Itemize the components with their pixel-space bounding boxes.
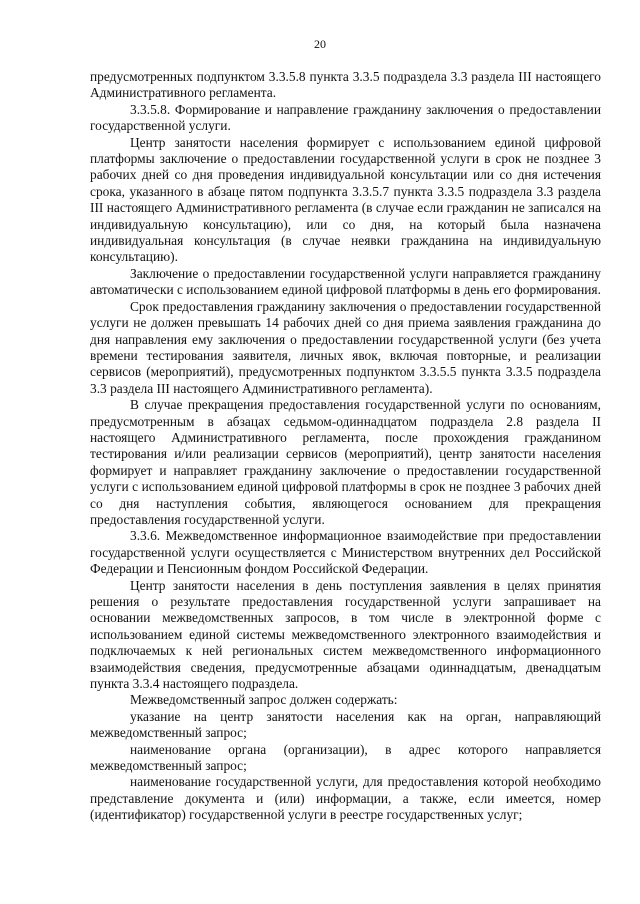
list-item-organization-name: наименование органа (организации), в адрес которого направляется межведомственный запрос; [90, 741, 601, 774]
paragraph-3-3-5-8: 3.3.5.8. Формирование и направление гражданину заключения о предоставлении государственной услуги. [90, 101, 601, 134]
paragraph-request-contents: Межведомственный запрос должен содержать: [130, 692, 398, 708]
paragraph-conclusion-sending: Заключение о предоставлении государственной услуги направляется гражданину автоматически с использованием единой цифровой платформы в день его формирования. [90, 265, 601, 298]
paragraph-conclusion-formation: Центр занятости населения формирует с использованием единой цифровой платформы заключение о предоставлении государственной услуги в срок не позднее 3 рабочих дней со дня проведения индивидуальной консультации или со дня истечения срока, указанного в абзаце пятом подпункта 3.3.5.7 пункта 3.3.5 подраздела 3.3 раздела III настоящего Административного регламента (в случае если гражданин не записался на индивидуальную консультацию), или со дня, на который была назначена индивидуальная консультация (в случае неявки гражданина на индивидуальную консультацию). [90, 134, 601, 265]
paragraph-deadline: Срок предоставления гражданину заключения о предоставлении государственной услуги не должен превышать 14 рабочих дней со дня приема заявления гражданина до дня направления ему заключения о предоставлении государственной услуги (без учета времени тестирования заявителя, личных явок, включая повторные, и реализации сервисов (мероприятий), предусмотренных подпунктом 3.3.5.5 пункта 3.3.5 подраздела 3.3 раздела III настоящего Административного регламента). [90, 298, 601, 396]
paragraph-termination: В случае прекращения предоставления государственной услуги по основаниям, предусмотренным в абзацах седьмом-одиннадцатом подраздела 2.8 раздела II настоящего Административного регламента, после прохождения гражданином тестирования и/или реализации сервисов (мероприятий), центр занятости населения формирует и направляет гражданину заключение о предоставлении государственной услуги с использованием единой цифровой платформы в срок не позднее 3 рабочих дней со дня наступления события, являющегося основанием для прекращения предоставления государственной услуги. [90, 397, 601, 527]
list-item-service-name: наименование государственной услуги, для предоставления которой необходимо представление документа и (или) информации, а также, если имеется, номер (идентификатор) государственной услуги в реестре государственных услуг; [90, 774, 601, 823]
paragraph-3-3-6: 3.3.6. Межведомственное информационное взаимодействие при предоставлении государственной услуги осуществляется с Министерством внутренних дел Российской Федерации и Пенсионным фондом Российской Федерации. [90, 528, 601, 577]
page-number: 20 [314, 37, 326, 51]
paragraph-interagency-requests: Центр занятости населения в день поступления заявления в целях принятия решения о результате предоставления государственной услуги запрашивает на основании межведомственных запросов, в том числе в электронной форме с использованием единой системы межведомственного электронного взаимодействия и подключаемых к ней региональных систем межведомственного информационного взаимодействия сведения, предусмотренные абзацами одиннадцатым, двенадцатым пункта 3.3.4 настоящего подраздела. [90, 577, 601, 692]
paragraph-continuation: предусмотренных подпунктом 3.3.5.8 пункта 3.3.5 подраздела 3.3 раздела III настоящего Административного регламента. [90, 69, 601, 101]
list-item-employment-center: указание на центр занятости населения как на орган, направляющий межведомственный запрос; [90, 708, 601, 741]
document-body [90, 69, 601, 824]
